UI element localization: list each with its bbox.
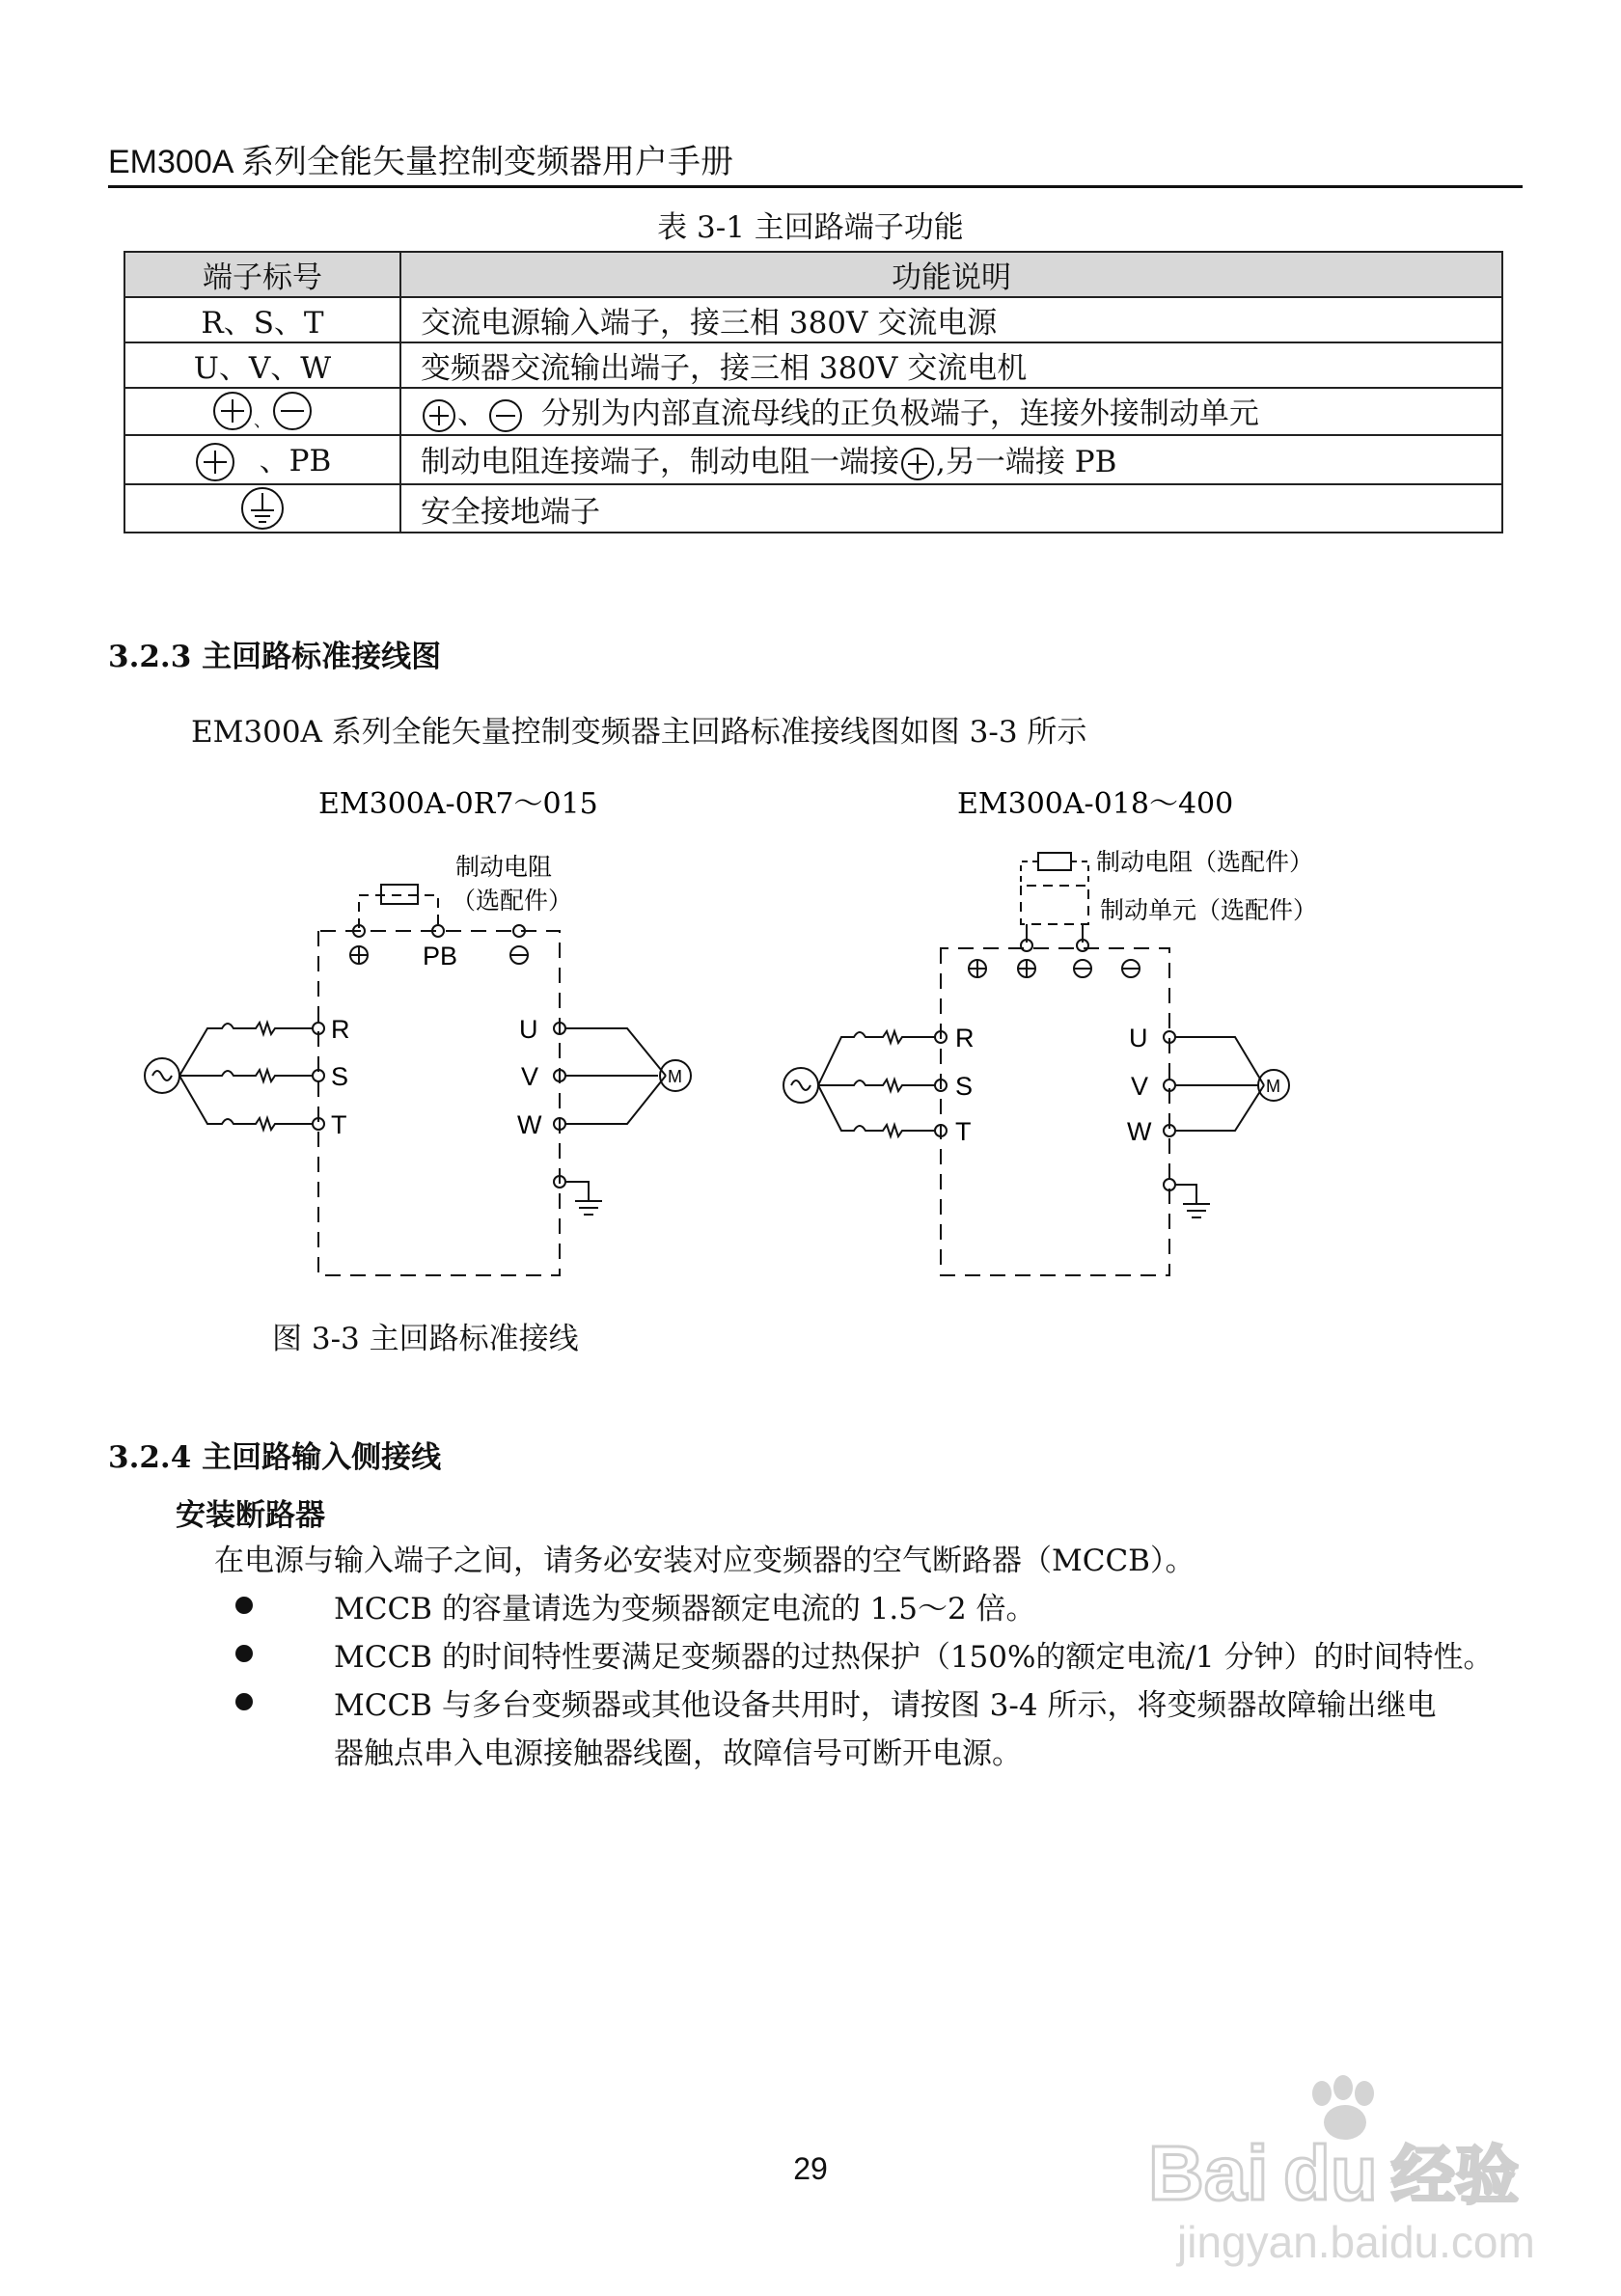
col-header-function: 功能说明 [400,252,1502,297]
left-resistor-optional: （选配件） [452,887,573,915]
left-label-s: S [331,1062,349,1091]
table-row [124,388,1502,435]
table-row [124,297,1502,342]
subheading-install-breaker: 安装断路器 [176,1498,325,1533]
left-label-u: U [519,1015,538,1044]
terminal-separator: 、 [254,411,271,432]
table-row [124,484,1502,533]
terminal-cell [124,435,400,485]
bullet-item: MCCB 的时间特性要满足变频器的过热保护（150%的额定电流/1 分钟）的时间特性。 [334,1640,1494,1675]
manual-title: EM300A 系列全能矢量控制变频器用户手册 [108,144,733,180]
terminal-function-table [124,251,1503,533]
bullet-dot [235,1597,253,1614]
right-label-v: V [1131,1072,1149,1101]
table-row [124,342,1502,388]
left-motor-label: M [668,1067,682,1086]
page-number: 29 [793,2151,828,2186]
col-header-terminal: 端子标号 [124,252,400,297]
terminal-cell [124,388,400,435]
bullet-dot [235,1693,253,1710]
right-label-t: T [955,1117,972,1146]
function-cell: 安全接地端子 [400,484,1502,533]
left-resistor-label: 制动电阻 [455,853,553,881]
left-inverter-outline [318,931,560,1275]
function-cell [400,435,1502,485]
table-header-row [124,252,1502,297]
right-inverter-outline [941,948,1169,1275]
dc-positive-icon [194,441,236,483]
section-intro: EM300A 系列全能矢量控制变频器主回路标准接线图如图 3-3 所示 [191,715,1087,750]
figure-caption: 图 3-3 主回路标准接线 [272,1322,579,1356]
right-label-u: U [1129,1024,1148,1052]
watermark-du: du [1283,2130,1378,2216]
wiring-diagram [0,752,1621,1331]
left-pb-label: PB [423,942,458,970]
ground-icon [239,485,286,532]
function-cell: 交流电源输入端子，接三相 380V 交流电源 [400,297,1502,342]
right-brake-unit [1021,886,1088,924]
right-label-s: S [955,1072,974,1101]
function-text: 分别为内部直流母线的正负极端子，连接外接制动单元 [540,396,1259,431]
left-model-title: EM300A-0R7～015 [318,787,598,821]
dc-positive-icon [899,446,936,482]
dc-positive-icon [211,390,254,432]
bullet-dot [235,1645,253,1662]
function-text-suffix: ,另一端接 PB [936,445,1117,479]
watermark-cn: 经验 [1391,2140,1519,2211]
header-rule [108,185,1523,188]
table-caption: 表 3-1 主回路端子功能 [657,210,964,245]
watermark-brand: Bai [1148,2130,1269,2216]
terminal-cell: R、S、T [124,297,400,342]
terminal-cell: U、V、W [124,342,400,388]
terminal-cell [124,484,400,533]
left-label-v: V [521,1062,539,1091]
left-label-r: R [331,1015,350,1044]
function-cell [400,388,1502,435]
table-row [124,435,1502,485]
bullet-item-continuation: 器触点串入电源接触器线圈，故障信号可断开电源。 [334,1736,1022,1771]
function-separator: 、 [457,396,487,431]
right-model-title: EM300A-018～400 [957,787,1234,821]
section-heading-3-2-4: 3.2.4 主回路输入侧接线 [108,1440,442,1475]
right-brake-resistor [1038,853,1071,870]
right-unit-label: 制动单元（选配件） [1100,896,1318,924]
section-heading-3-2-3: 3.2.3 主回路标准接线图 [108,640,442,674]
right-motor-label: M [1266,1077,1280,1096]
function-cell: 变频器交流输出端子，接三相 380V 交流电机 [400,342,1502,388]
left-label-w: W [517,1110,542,1139]
left-inverter-diagram [145,885,691,1275]
right-top-dc-symbols [969,960,1140,977]
dc-negative-icon [271,390,314,432]
right-resistor-label: 制动电阻（选配件） [1096,848,1314,876]
terminal-pb-text: 、PB [259,443,332,478]
left-pos-symbol [350,946,368,964]
watermark-url: jingyan.baidu.com [1177,2217,1535,2267]
bullet-item: MCCB 的容量请选为变频器额定电流的 1.5～2 倍。 [334,1592,1036,1626]
dc-negative-icon [487,397,524,434]
section-324-intro: 在电源与输入端子之间，请务必安装对应变频器的空气断路器（MCCB）。 [214,1544,1195,1578]
right-label-w: W [1127,1117,1152,1146]
left-resistor-leads [359,895,438,928]
baidu-watermark [1139,2074,1544,2267]
left-neg-symbol [510,946,528,964]
right-label-r: R [955,1024,975,1052]
left-label-t: T [331,1110,347,1139]
dc-positive-icon [421,397,457,434]
bullet-item: MCCB 与多台变频器或其他设备共用时，请按图 3-4 所示，将变频器故障输出继电 [334,1688,1437,1723]
function-text: 制动电阻连接端子，制动电阻一端接 [421,445,899,479]
